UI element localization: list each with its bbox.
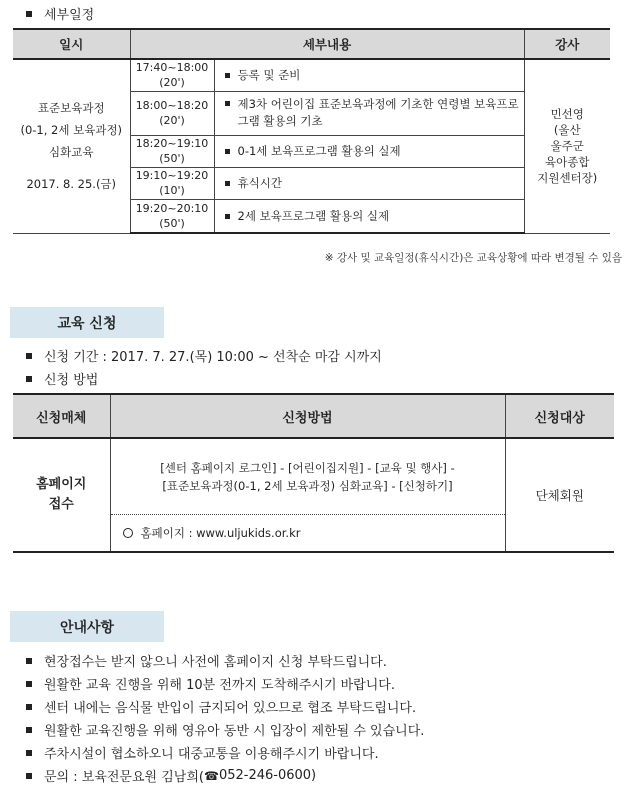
application-method-label-text: 신청 방법	[44, 373, 99, 388]
schedule-note: ※ 강사 및 교육일정(휴식시간)은 교육상황에 따라 변경될 수 있음	[324, 252, 622, 264]
content-cell	[214, 135, 524, 167]
time-range: 19:20~20:10	[135, 201, 209, 215]
medium-cell	[13, 438, 110, 552]
content-text: 0-1세 보육프로그램 활용의 실제	[237, 144, 401, 158]
square-bullet-icon	[26, 750, 32, 756]
content-cell	[214, 167, 524, 199]
lecturer-line: (울산	[553, 123, 581, 138]
method-path-line: [표준보육과정(0-1, 2세 보육과정) 심화교육] - [신청하기]	[162, 479, 453, 493]
notice-item	[26, 743, 379, 762]
square-bullet-icon	[26, 727, 32, 733]
schedule-table	[13, 28, 610, 234]
notice-item-text: 현장접수는 받지 않으니 사전에 홈페이지 신청 부탁드립니다.	[44, 655, 387, 670]
application-method-label	[26, 369, 98, 388]
header-details: 세부내용	[130, 29, 524, 59]
time-cell	[130, 199, 214, 233]
application-period-text: 신청 기간 : 2017. 7. 27.(목) 10:00 ~ 선착순 마감 시까지	[44, 350, 382, 365]
medium-line: 홈페이지	[36, 477, 87, 492]
target-cell: 단체회원	[505, 438, 614, 552]
schedule-heading	[26, 4, 94, 23]
time-range: 19:10~19:20	[135, 169, 209, 182]
content-cell	[214, 199, 524, 233]
time-range: 17:40~18:00	[135, 61, 209, 75]
content-text: 2세 보육프로그램 활용의 실제	[237, 208, 390, 223]
content-text: 제3차 어린이집 표준보육과정에 기초한 연령별 보육프로그램 활용의 기초	[237, 97, 519, 128]
header-lecturer: 강사	[524, 29, 610, 59]
square-bullet-icon	[26, 681, 32, 687]
notice-section-title: 안내사항	[10, 611, 164, 642]
time-range: 18:20~19:10	[135, 137, 209, 150]
header-medium: 신청매체	[13, 394, 110, 438]
course-name-line: 심화교육	[49, 145, 94, 160]
schedule-heading-text: 세부일정	[44, 8, 95, 23]
course-cell	[13, 59, 130, 233]
time-duration: (50')	[159, 216, 185, 230]
time-cell	[130, 59, 214, 91]
header-datetime: 일시	[13, 29, 130, 59]
method-path	[111, 439, 505, 515]
content-cell	[214, 59, 524, 91]
square-bullet-icon	[26, 704, 32, 710]
homepage-line	[111, 515, 505, 551]
notice-item	[26, 674, 395, 693]
method-path-line: [센터 홈페이지 로그인] - [어린이집지원] - [교육 및 행사] -	[160, 461, 455, 475]
lecturer-line: 육아종합	[545, 155, 590, 170]
course-date: 2017. 8. 25.(금)	[26, 177, 117, 192]
notice-item-text: 주차시설이 협소하오니 대중교통을 이용해주시기 바랍니다.	[44, 747, 379, 762]
application-section-title: 교육 신청	[10, 307, 164, 338]
time-cell	[130, 91, 214, 135]
header-target: 신청대상	[505, 394, 614, 438]
contact-phone[interactable]: 052-246-0600	[218, 768, 312, 783]
notice-item-text: 센터 내에는 음식물 반입이 금지되어 있으므로 협조 부탁드립니다.	[44, 701, 417, 716]
content-text: 휴식시간	[237, 176, 282, 190]
course-name-line: 표준보육과정	[37, 101, 105, 116]
square-bullet-icon	[26, 353, 32, 359]
contact-suffix: )	[311, 768, 317, 783]
time-duration: (20')	[159, 76, 185, 90]
application-period	[26, 346, 382, 365]
header-method: 신청방법	[110, 394, 505, 438]
notice-item	[26, 651, 387, 670]
square-bullet-icon	[225, 73, 230, 78]
square-bullet-icon	[225, 149, 230, 154]
notice-item-text: 원활한 교육진행을 위해 영유아 동반 시 입장이 제한될 수 있습니다.	[44, 724, 425, 739]
lecturer-cell	[524, 59, 610, 233]
homepage-link[interactable]: 홈페이지 : www.uljukids.or.kr	[140, 526, 301, 540]
square-bullet-icon	[225, 101, 230, 106]
square-bullet-icon	[225, 214, 230, 219]
square-bullet-icon	[26, 376, 32, 382]
time-cell	[130, 135, 214, 167]
notice-item-text: 원활한 교육 진행을 위해 10분 전까지 도착해주시기 바랍니다.	[44, 678, 395, 693]
lecturer-line: 울주군	[550, 139, 584, 154]
contact-line	[26, 766, 316, 785]
square-bullet-icon	[225, 181, 230, 186]
lecturer-line: 지원센터장)	[537, 171, 598, 186]
time-duration: (50')	[159, 152, 185, 165]
square-bullet-icon	[26, 773, 32, 779]
telephone-icon: ☎	[204, 768, 219, 783]
square-bullet-icon	[26, 658, 32, 664]
content-cell	[214, 91, 524, 135]
time-range: 18:00~18:20	[135, 99, 209, 112]
time-cell	[130, 167, 214, 199]
notice-item	[26, 720, 424, 739]
time-duration: (20')	[159, 114, 185, 127]
time-duration: (10')	[159, 184, 185, 197]
lecturer-line: 민선영	[550, 107, 584, 122]
notice-item	[26, 697, 416, 716]
circle-bullet-icon	[123, 528, 133, 538]
contact-prefix: 문의 : 보육전문요원 김남희(	[44, 770, 204, 785]
square-bullet-icon	[26, 11, 32, 17]
application-table	[13, 393, 614, 553]
content-text: 등록 및 준비	[237, 68, 301, 83]
medium-line: 접수	[48, 497, 74, 512]
course-name-line: (0-1, 2세 보육과정)	[20, 123, 123, 138]
method-cell	[110, 438, 505, 552]
